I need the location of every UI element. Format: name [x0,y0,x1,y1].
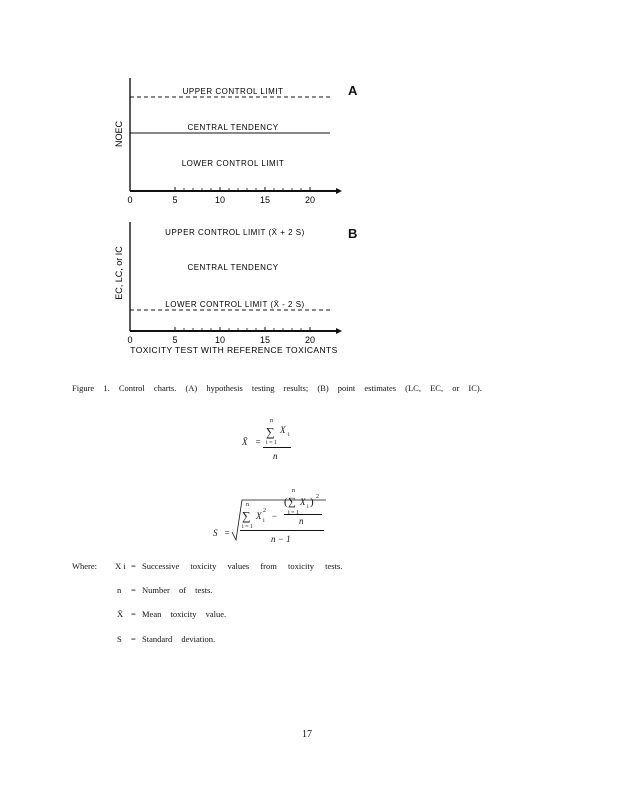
chart-a [114,78,342,205]
def-equals: = [131,585,136,595]
lower-control-limit-label: LOWER CONTROL LIMIT (X̄ - 2 S) [165,300,305,309]
sd-sum-symbol: ∑ [242,509,251,523]
sd-inner-sum-lower: i = 1 [288,510,300,516]
sd-inner-sup: 2 [316,494,319,500]
sd-term-sup: 2 [263,508,266,514]
mean-term: X [280,425,286,435]
x-tick-label: 15 [259,195,271,205]
sd-fraction-bar [240,530,324,531]
x-axis-label: TOXICITY TEST WITH REFERENCE TOXICANTS [130,345,338,355]
panel-b-label: B [348,226,358,241]
sd-paren-close: ) [310,496,314,508]
mean-term-sub: i [288,432,290,438]
x-tick-label: 20 [304,195,316,205]
mean-lhs: X̄ [242,437,248,447]
def-equals: = [131,634,136,644]
panel-a-label: A [348,83,358,98]
def-text: Mean toxicity value. [142,609,227,619]
sd-inner-denominator: n [299,516,304,526]
x-tick-label: 15 [259,335,271,345]
sd-inner-term: X [300,497,306,507]
def-equals: = [131,609,136,619]
where-label: Where: [72,561,98,571]
x-tick-label: 0 [127,195,133,205]
def-text: Successive toxicity values from toxicity tests. [142,561,343,571]
mean-fraction-bar [263,447,291,448]
x-tick-label: 10 [214,335,226,345]
sd-paren-open: ( [284,496,288,508]
x-axis-arrow [336,328,342,334]
def-text: Number of tests. [142,585,213,595]
sd-inner-sub: i [307,504,309,510]
sd-minus: − [272,511,278,521]
sd-inner-sum-symbol: ∑ [288,496,296,508]
sd-inner-fraction-bar [284,514,322,515]
def-symbol: n [117,585,122,595]
y-axis-label: NOEC [114,120,124,148]
sd-sum-lower: i = 1 [242,524,254,530]
mean-denominator: n [273,451,278,461]
region-label: CENTRAL TENDENCY [187,263,279,272]
x-tick-label: 5 [172,335,178,345]
def-equals: = [131,561,136,571]
sd-term-sub: i [263,518,265,524]
mean-equals: = [255,437,262,447]
mean-sum-symbol: ∑ [266,425,275,439]
region-label: UPPER CONTROL LIMIT (X̄ + 2 S) [165,228,305,237]
x-tick-label: 5 [172,195,178,205]
sd-denominator: n − 1 [271,534,291,544]
x-axis-arrow [336,188,342,194]
def-symbol: X̄ [117,609,124,619]
def-symbol: X i [115,561,126,571]
sd-inner-sum-upper: n [292,488,295,494]
mean-sum-lower: i = 1 [266,440,278,446]
upper-control-limit-label: UPPER CONTROL LIMIT [182,87,284,96]
def-text: Standard deviation. [142,634,216,644]
sd-term: X [256,511,262,521]
chart-b [114,222,342,355]
x-tick-label: 20 [304,335,316,345]
x-tick-label: 0 [127,335,133,345]
region-label: LOWER CONTROL LIMIT [181,159,285,168]
central-tendency-label: CENTRAL TENDENCY [187,123,279,132]
sd-equals: = [224,528,231,538]
sd-lhs: S [213,528,218,538]
y-axis-label: EC, LC, or IC [114,246,124,300]
sd-sum-upper: n [246,502,249,508]
mean-sum-upper: n [270,418,273,424]
page-number: 17 [302,729,312,740]
figure-caption: Figure 1. Control charts. (A) hypothesis testing results; (B) point estimates (LC, EC, or IC). [72,383,482,393]
x-tick-label: 10 [214,195,226,205]
def-symbol: S [117,634,122,644]
